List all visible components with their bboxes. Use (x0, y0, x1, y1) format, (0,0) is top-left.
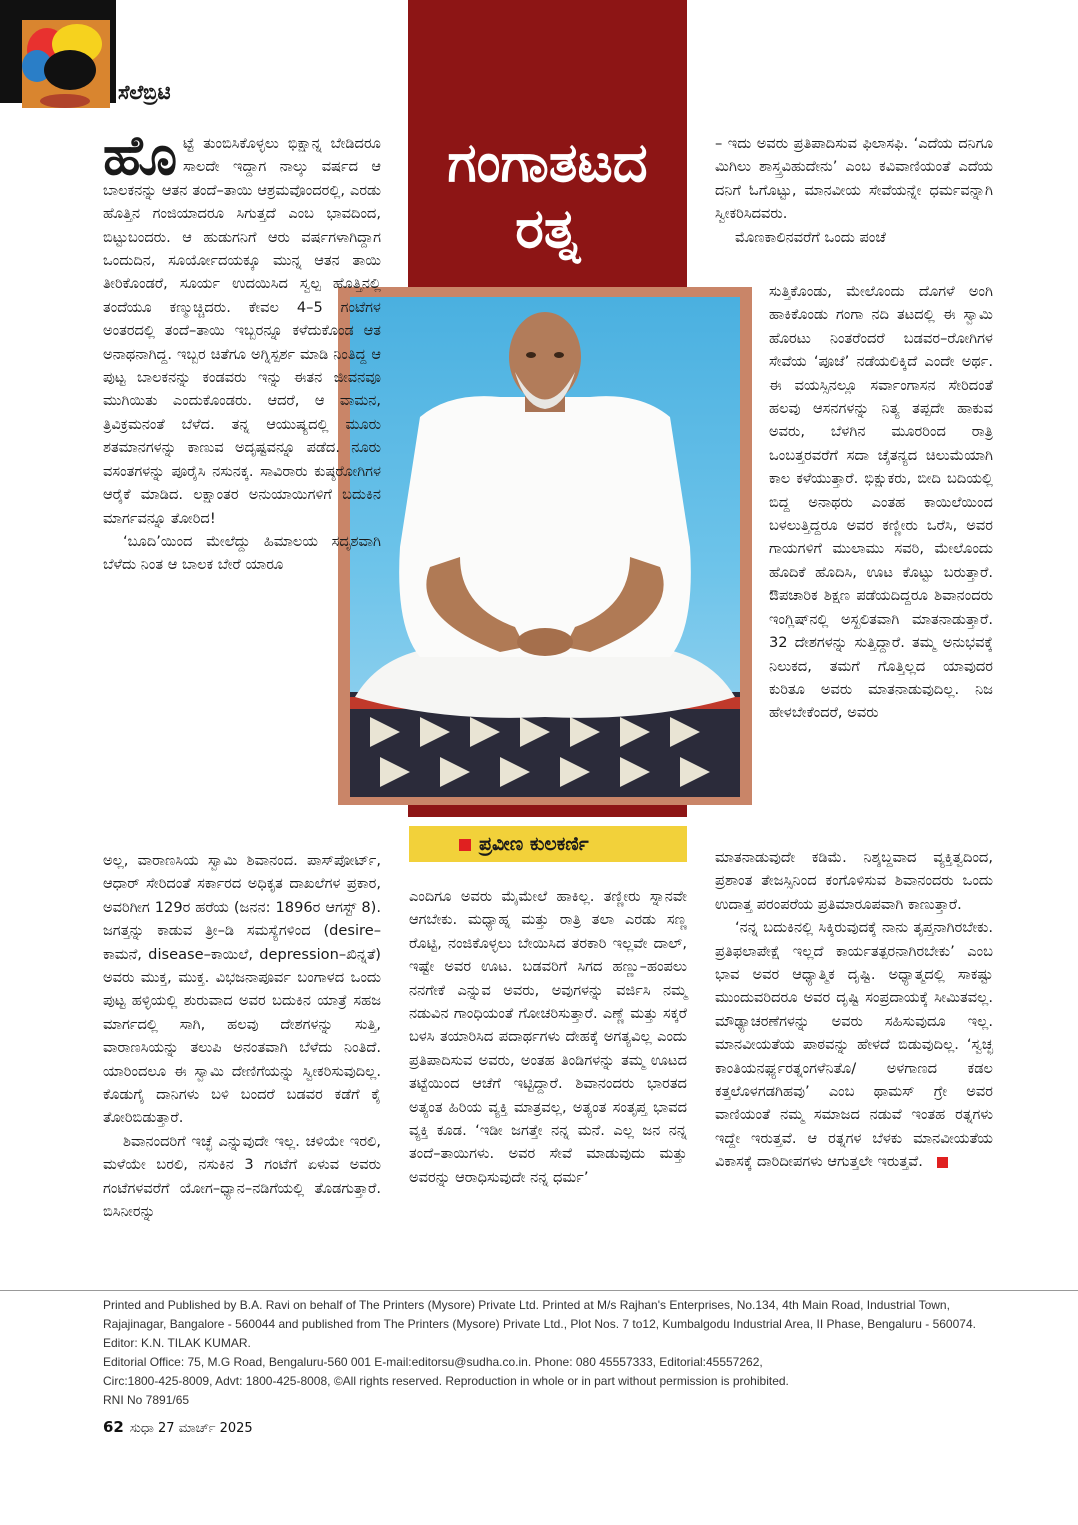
paragraph: ಸುತ್ತಿಕೊಂಡು, ಮೇಲೊಂದು ದೊಗಳೆ ಅಂಗಿ ಹಾಕಿಕೊಂಡು ಗಂಗಾ ನದಿ ತಟದಲ್ಲಿ ಈ ಸ್ವಾಮಿ ಹೊರಟು ನಿಂತರೆಂದರೆ ಬಡವರ–ರೋಗಿಗಳ ಸೇವೆಯ ‘ಪೂಜೆ’ ನಡೆಯಲಿಕ್ಕಿದೆ ಎಂದೇ ಅರ್ಥ. ಈ ವಯಸ್ಸಿನಲ್ಲೂ ಸರ್ವಾಂಗಾಸನ ಸೇರಿದಂತೆ ಹಲವು ಆಸನಗಳನ್ನು ನಿತ್ಯ ತಪ್ಪದೇ ಹಾಕುವ ಅವರು, ಬೆಳಗಿನ ಮೂರರಿಂದ ರಾತ್ರಿ ಒಂಬತ್ತರವರೆಗೆ ಸದಾ ಚೈತನ್ಯದ ಚಿಲುಮೆಯಾಗಿ ಕಾಲ ಕಳೆಯುತ್ತಾರೆ. ಭಿಕ್ಷುಕರು, ಬೀದಿ ಬದಿಯಲ್ಲಿ ಬಿದ್ದ ಅನಾಥರು ಎಂತಹ ಕಾಯಿಲೆಯಿಂದ ಬಳಲುತ್ತಿದ್ದರೂ ಅವರ ಕಣ್ಣೀರು ಒರೆಸಿ, ಅವರ ಗಾಯಗಳಿಗೆ ಮುಲಾಮು ಸವರಿ, ಮೇಲೊಂದು ಹೊದಿಕೆ ಹೊದಿಸಿ, ಊಟ ಕೊಟ್ಟು ಬರುತ್ತಾರೆ. ಔಪಚಾರಿಕ ಶಿಕ್ಷಣ ಪಡೆಯದಿದ್ದರೂ ಶಿವಾನಂದರು ಇಂಗ್ಲಿಷ್‌ನಲ್ಲಿ ಅಸ್ಖಲಿತವಾಗಿ ಮಾತನಾಡುತ್ತಾರೆ. 32 ದೇಶಗಳನ್ನು ಸುತ್ತಿದ್ದಾರೆ. ತಮ್ಮ ಅನುಭವಕ್ಕೆ ನಿಲುಕದ, ತಮಗೆ ಗೊತ್ತಿಲ್ಲದ ಯಾವುದರ ಕುರಿತೂ ಅವರು ಮಾತನಾಡುವುದಿಲ್ಲ. ನಿಜ ಹೇಳಬೇಕೆಂದರೆ, ಅವರು (769, 283, 993, 722)
circulation-info: Circ:1800-425-8009, Advt: 1800-425-8008, ©All rights reserved. Reproduction in whole or in part without permission is prohibited. (103, 1374, 789, 1388)
column-1-lower (103, 849, 381, 1224)
paragraph: ಅಲ್ಲ, ವಾರಾಣಸಿಯ ಸ್ವಾಮಿ ಶಿವಾನಂದ. ಪಾಸ್‌ಪೋರ್ಟ್, ಆಧಾರ್ ಸೇರಿದಂತೆ ಸರ್ಕಾರದ ಅಧಿಕೃತ ದಾಖಲೆಗಳ ಪ್ರಕಾರ, ಅವರಿಗೀಗ 129ರ ಹರೆಯ (ಜನನ: 1896ರ ಆಗಸ್ಟ್ 8). ಜಗತ್ತನ್ನು ಕಾಡುವ ತ್ರೀ–ಡಿ ಸಮಸ್ಯೆಗಳಿಂದ (desire–ಕಾಮನೆ, disease–ಕಾಯಿಲೆ, depression–ಖಿನ್ನತೆ) ಅವರು ಮುಕ್ತ, ಮುಕ್ತ. ವಿಭಜನಾಪೂರ್ವ ಬಂಗಾಳದ ಒಂದು ಪುಟ್ಟ ಹಳ್ಳಿಯಲ್ಲಿ ಶುರುವಾದ ಅವರ ಬದುಕಿನ ಯಾತ್ರೆ ಸಹಜ ಮಾರ್ಗದಲ್ಲಿ ಸಾಗಿ, ಹಲವು ದೇಶಗಳನ್ನು ಸುತ್ತಿ, ವಾರಾಣಸಿಯನ್ನು ತಲುಪಿ ಅನಂತವಾಗಿ ಬೆಳೆದು ನಿಂತಿದೆ. ಯಾರಿಂದಲೂ ಈ ಸ್ವಾಮಿ ದೇಣಿಗೆಯನ್ನು ಸ್ವೀಕರಿಸುವುದಿಲ್ಲ. ಕೊಡುಗೈ ದಾನಿಗಳು ಬಳಿ ಬಂದರೆ ಬಡವರ ಕಡೆಗೆ ಕೈ ತೋರಿಬಿಡುತ್ತಾರೆ. (103, 852, 381, 1127)
section-label: ಸೆಲೆಬ್ರಿಟಿ (118, 80, 171, 104)
title-line-1: ಗಂಗಾತಟದ (447, 131, 648, 194)
paragraph: ಎಂದಿಗೂ ಅವರು ಮೈಮೇಲೆ ಹಾಕಿಲ್ಲ. ತಣ್ಣೀರು ಸ್ನಾನವೇ ಆಗಬೇಕು. ಮಧ್ಯಾಹ್ನ ಮತ್ತು ರಾತ್ರಿ ತಲಾ ಎರಡು ಸಣ್ಣ ರೊಟ್ಟಿ, ನಂಜಿಕೊಳ್ಳಲು ಬೇಯಿಸಿದ ತರಕಾರಿ ಇಲ್ಲವೇ ದಾಲ್, ಇಷ್ಟೇ ಅವರ ಊಟ. ಬಡವರಿಗೆ ಸಿಗದ ಹಣ್ಣು–ಹಂಪಲು ನನಗೇಕೆ ಎನ್ನುವ ಅವರು, ಅವುಗಳನ್ನು ವರ್ಜಿಸಿ ನಮ್ಮ ನಡುವಿನ ಗಾಂಧಿಯಂತೆ ಗೋಚರಿಸುತ್ತಾರೆ. ಎಣ್ಣೆ ಮತ್ತು ಸಕ್ಕರೆ ಬಳಸಿ ತಯಾರಿಸಿದ ಪದಾರ್ಥಗಳು ದೇಹಕ್ಕೆ ಅಗತ್ಯವಿಲ್ಲ ಎಂದು ಪ್ರತಿಪಾದಿಸುವ ಅವರು, ಅಂತಹ ತಿಂಡಿಗಳನ್ನು ತಮ್ಮ ಊಟದ ತಟ್ಟೆಯಿಂದ ಆಚೆಗೆ ಇಟ್ಟಿದ್ದಾರೆ. ಶಿವಾನಂದರು ಭಾರತದ ಅತ್ಯಂತ ಹಿರಿಯ ವ್ಯಕ್ತಿ ಮಾತ್ರವಲ್ಲ, ಅತ್ಯಂತ ಸಂತೃಪ್ತ ಭಾವದ ವ್ಯಕ್ತಿ ಕೂಡ. ‘ಇಡೀ ಜಗತ್ತೇ ನನ್ನ ಮನೆ. ಎಲ್ಲ ಜನ ನನ್ನ ತಂದೆ–ತಾಯಿಗಳು. ಅವರ ಸೇವೆ ಮಾಡುವುದು ಮತ್ತು ಅವರನ್ನು ಆರಾಧಿಸುವುದೇ ನನ್ನ ಧರ್ಮ’ (409, 888, 687, 1186)
end-mark-icon (937, 1157, 948, 1168)
paragraph: ಟ್ಟೆ ತುಂಬಿಸಿಕೊಳ್ಳಲು ಭಿಕ್ಷಾನ್ನ ಬೇಡಿದರೂ ಸಾಲದೇ ಇದ್ದಾಗ ನಾಲ್ಕು ವರ್ಷದ ಆ ಬಾಲಕನನ್ನು ಆತನ ತಂದೆ–ತಾಯಿ ಆಶ್ರಮವೊಂದರಲ್ಲಿ, ಎರಡು ಹೊತ್ತಿನ ಗಂಜಿಯಾದರೂ ಸಿಗುತ್ತದೆ ಎಂಬ ಭಾವದಿಂದ, ಬಿಟ್ಟುಬಂದರು. ಆ ಹುಡುಗನಿಗೆ ಆರು ವರ್ಷಗಳಾಗಿದ್ದಾಗ ಒಂದುದಿನ, ಸೂರ್ಯೋದಯಕ್ಕೂ ಮುನ್ನ ಆತನ ತಾಯಿ ತೀರಿಕೊಂಡರೆ, ಸೂರ್ಯ ಉದಯಿಸಿದ ಸ್ವಲ್ಪ ಹೊತ್ತಿನಲ್ಲಿ ತಂದೆಯೂ ಕಣ್ಮುಚ್ಚಿದರು. ಕೇವಲ 4–5 ಗಂಟೆಗಳ ಅಂತರದಲ್ಲಿ ತಂದೆ–ತಾಯಿ ಇಬ್ಬರನ್ನೂ ಕಳೆದುಕೊಂಡ ಆತ ಅನಾಥನಾಗಿದ್ದ. ಇಬ್ಬರ ಚಿತೆಗೂ ಅಗ್ನಿಸ್ಪರ್ಶ ಮಾಡಿ ನಿಂತಿದ್ದ ಆ ಪುಟ್ಟ ಬಾಲಕನನ್ನು ಕಂಡವರು ಇನ್ನು ಈತನ ಜೀವನವೂ ಮುಗಿಯಿತು ಎಂದುಕೊಂಡರು. ಆದರೆ, ಆ ವಾಮನ, ತ್ರಿವಿಕ್ರಮನಂತೆ ಬೆಳೆದ. ತನ್ನ ಆಯುಷ್ಯದಲ್ಲಿ ಮೂರು ಶತಮಾನಗಳನ್ನು ಕಾಣುವ ಅದೃಷ್ಟವನ್ನೂ ಪಡೆದ. ನೂರು ವಸಂತಗಳನ್ನು ಪೂರೈಸಿ ನಸುನಕ್ಕ. ಸಾವಿರಾರು ಕುಷ್ಠರೋಗಿಗಳ ಆರೈಕೆ ಮಾಡಿದ. ಲಕ್ಷಾಂತರ ಅನುಯಾಯಿಗಳಿಗೆ ಬದುಕಿನ ಮಾರ್ಗವನ್ನೂ ತೋರಿದ! (103, 135, 381, 527)
paragraph: ಮೊಣಕಾಲಿನವರೆಗೆ ಒಂದು ಪಂಚೆ (735, 228, 886, 246)
rni-number: RNI No 7891/65 (103, 1393, 190, 1407)
issue-date: ಸುಧಾ 27 ಮಾರ್ಚ್ 2025 (129, 1421, 253, 1436)
title-line-2: ರತ್ನ (515, 197, 580, 260)
title-block-bottom-strip (408, 805, 687, 817)
footer-rule (0, 1290, 1078, 1291)
paragraph: – ಇದು ಅವರು ಪ್ರತಿಪಾದಿಸುವ ಫಿಲಾಸಫಿ. ‘ಎದೆಯ ದನಿಗೂ ಮಿಗಿಲು ಶಾಸ್ತ್ರವಿಹುದೇನು’ ಎಂಬ ಕವಿವಾಣಿಯಂತೆ ಎದೆಯ ದನಿಗೆ ಓಗೊಟ್ಟು, ಮಾನವೀಯ ಸೇವೆಯನ್ನೇ ಧರ್ಮವನ್ನಾಗಿ ಸ್ವೀಕರಿಸಿದವರು. (715, 135, 993, 223)
portrait-photo (350, 297, 740, 797)
column-2 (409, 885, 687, 1189)
paragraph: ‘ಬೂದಿ’ಯಿಂದ ಮೇಲೆದ್ದು ಹಿಮಾಲಯ ಸದೃಶವಾಗಿ ಬೆಳೆದು ನಿಂತ ಆ ಬಾಲಕ ಬೇರೆ ಯಾರೂ (103, 532, 381, 574)
column-3-wrap (769, 280, 993, 725)
column-3-lower (715, 846, 993, 1174)
paragraph: ಮಾತನಾಡುವುದೇ ಕಡಿಮೆ. ನಿಶ್ಶಬ್ದವಾದ ವ್ಯಕ್ತಿತ್ವದಿಂದ, ಪ್ರಶಾಂತ ತೇಜಸ್ಸಿನಿಂದ ಕಂಗೊಳಿಸುವ ಶಿವಾನಂದರು ಒಂದು ಉದಾತ್ತ ಪರಂಪರೆಯ ಪ್ರತಿಮಾರೂಪವಾಗಿ ಕಾಣುತ್ತಾರೆ. (715, 849, 993, 913)
drop-cap: ಹೊ (103, 124, 178, 187)
editorial-office: Editorial Office: 75, M.G Road, Bengaluru-560 001 E-mail:editorsu@sudha.co.in. Phone: 080 45557333, Editorial:45557262, (103, 1355, 763, 1369)
paragraph: ‘ನನ್ನ ಬದುಕಿನಲ್ಲಿ ಸಿಕ್ಕಿರುವುದಕ್ಕೆ ನಾನು ತೃಪ್ತನಾಗಿರಬೇಕು. ಪ್ರತಿಫಲಾಪೇಕ್ಷೆ ಇಲ್ಲದೆ ಕಾರ್ಯತತ್ಪರನಾಗಿರಬೇಕು’ ಎಂಬ ಭಾವ ಅವರ ಆಧ್ಯಾತ್ಮಿಕ ದೃಷ್ಟಿ. ಅಧ್ಯಾತ್ಮದಲ್ಲಿ ಸಾಕಷ್ಟು ಮುಂದುವರಿದರೂ ಅವರ ದೃಷ್ಟಿ ಸಂಪ್ರದಾಯಕ್ಕೆ ಸೀಮಿತವಲ್ಲ. ಮೌಢ್ಯಾಚರಣೆಗಳನ್ನು ಅವರು ಸಹಿಸುವುದೂ ಇಲ್ಲ. ಮಾನವೀಯತೆಯ ಪಾಠವನ್ನು ಹೇಳದೆ ಬಿಡುವುದಿಲ್ಲ. ‘ಸ್ವಚ್ಛ ಕಾಂತಿಯನರ್ಘ್ಯರತ್ನಂಗಳೆನಿತೊ/ ಅಳಗಾಣದ ಕಡಲ ಕತ್ತಲೊಳಗಡಗಿಹವು’ ಎಂಬ ಥಾಮಸ್ ಗ್ರೇ ಅವರ ವಾಣಿಯಂತೆ ನಮ್ಮ ಸಮಾಜದ ನಡುವೆ ಇಂತಹ ರತ್ನಗಳು ಇದ್ದೇ ಇರುತ್ತವೆ. ಆ ರತ್ನಗಳ ಬೆಳಕು ಮಾನವೀಯತೆಯ ವಿಕಾಸಕ್ಕೆ ದಾರಿದೀಪಗಳು ಆಗುತ್ತಲೇ ಇರುತ್ತವೆ. (715, 919, 993, 1171)
article-title (408, 130, 687, 262)
author-name: ಪ್ರವೀಣ ಕುಲಕರ್ಣಿ (479, 833, 589, 855)
folio (103, 1418, 253, 1436)
swami-portrait-illustration (350, 297, 740, 797)
byline-square-icon (459, 839, 471, 851)
section-logo (22, 20, 110, 108)
column-3-upper (715, 132, 993, 249)
column-1-upper (103, 124, 381, 577)
byline (409, 826, 687, 862)
page-number: 62 (103, 1418, 124, 1436)
paragraph: ಶಿವಾನಂದರಿಗೆ ಇಚ್ಛೆ ಎನ್ನುವುದೇ ಇಲ್ಲ. ಚಳಿಯೇ ಇರಲಿ, ಮಳೆಯೇ ಬರಲಿ, ನಸುಕಿನ 3 ಗಂಟೆಗೆ ಏಳುವ ಅವರು ಗಂಟೆಗಳವರೆಗೆ ಯೋಗ–ಧ್ಯಾನ–ನಡಿಗೆಯಲ್ಲಿ ತೊಡಗುತ್ತಾರೆ. ಬಿಸಿನೀರನ್ನು (103, 1132, 381, 1221)
imprint-text: Printed and Published by B.A. Ravi on behalf of The Printers (Mysore) Private Ltd. Printed at M/s Rajhan's Enterprises, No.134, 4th Main Road, Industrial Town, Rajajinagar, Bangalore - 560044 and published from The Printers (Mysore) Private Ltd., Plot Nos. 7 to12, Kumbalgodu Industrial Area, II Phase, Bengaluru - 560074. Editor: K.N. TILAK KUMAR. (103, 1298, 976, 1350)
